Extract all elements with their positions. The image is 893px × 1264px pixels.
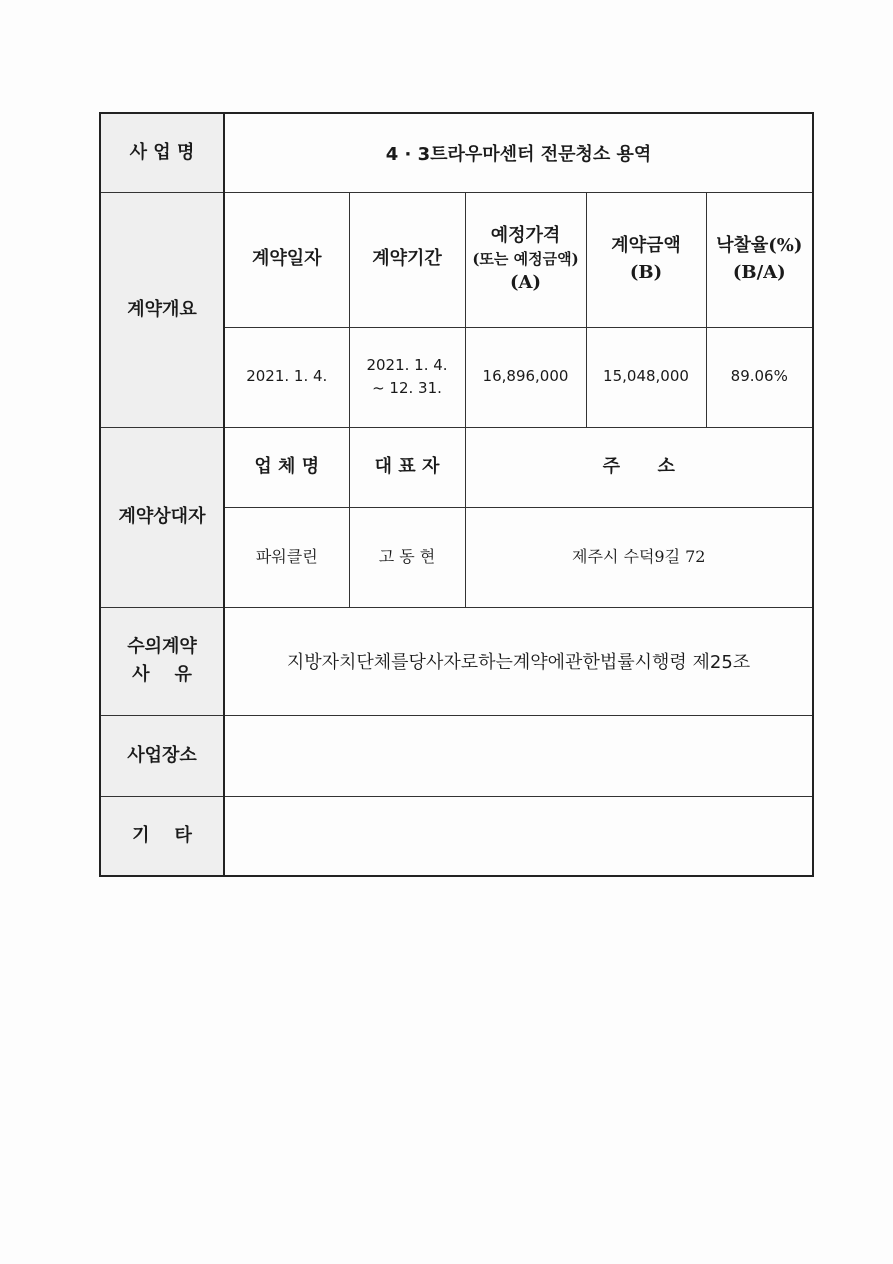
header-representative: 대 표 자: [349, 427, 465, 507]
other-value: [224, 796, 813, 876]
value-contract-period-line1: 2021. 1. 4.: [366, 355, 448, 374]
header-company-name: 업 체 명: [224, 427, 349, 507]
contract-info-table: [99, 112, 814, 877]
value-bid-rate: 89.06%: [706, 327, 813, 427]
header-contract-date: 계약일자: [224, 192, 349, 327]
header-address: 주 소: [465, 427, 813, 507]
value-representative: 고 동 현: [349, 507, 465, 607]
header-estimated-price-line2: (또는 예정금액): [472, 249, 579, 268]
header-bid-rate-line1: 낙찰율(%): [716, 235, 803, 257]
value-contract-date: 2021. 1. 4.: [224, 327, 349, 427]
value-contract-period-line2: ~ 12. 31.: [372, 379, 442, 397]
counterparty-header-row: [100, 427, 813, 507]
other-label: 기 타: [100, 796, 224, 876]
contract-overview-label: 계약개요: [100, 192, 224, 427]
private-contract-reason-label: [100, 607, 224, 715]
value-address: 제주시 수덕9길 72: [465, 507, 813, 607]
project-label: 사 업 명: [100, 113, 224, 192]
header-contract-period: 계약기간: [349, 192, 465, 327]
header-contract-amount-line1: 계약금액: [611, 235, 681, 257]
value-estimated-price: 16,896,000: [465, 327, 586, 427]
project-row: [100, 113, 813, 192]
header-estimated-price: [465, 192, 586, 327]
counterparty-label: 계약상대자: [100, 427, 224, 607]
value-contract-amount: 15,048,000: [586, 327, 706, 427]
header-estimated-price-line1: 예정가격: [490, 224, 561, 246]
header-bid-rate: [706, 192, 813, 327]
reason-label-line1: 수의계약: [127, 636, 197, 658]
business-location-label: 사업장소: [100, 715, 224, 796]
business-location-value: [224, 715, 813, 796]
location-row: [100, 715, 813, 796]
header-estimated-price-line3: (A): [510, 272, 541, 294]
header-contract-amount: [586, 192, 706, 327]
header-contract-amount-line2: (B): [629, 261, 663, 283]
reason-row: [100, 607, 813, 715]
reason-label-line2: 사 유: [132, 664, 192, 685]
value-company-name: 파워클린: [224, 507, 349, 607]
other-row: [100, 796, 813, 876]
value-contract-period: [349, 327, 465, 427]
project-title: 4 · 3트라우마센터 전문청소 용역: [224, 113, 813, 192]
private-contract-reason-text: 지방자치단체를당사자로하는계약에관한법률시행령 제25조: [224, 607, 813, 715]
overview-header-row: [100, 192, 813, 327]
header-bid-rate-line2: (B/A): [732, 261, 786, 283]
